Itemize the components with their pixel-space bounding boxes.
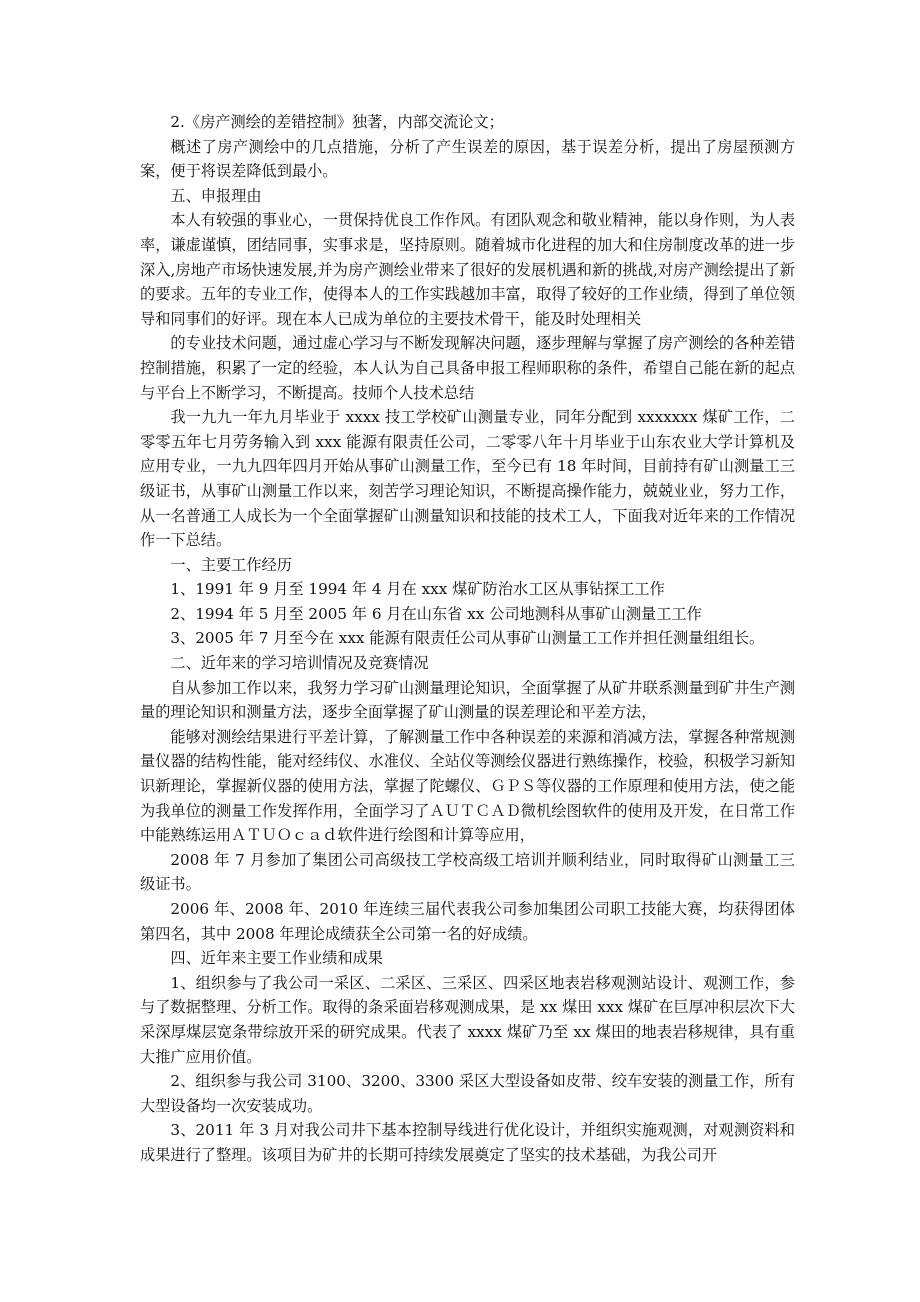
paragraph: 的专业技术问题，通过虚心学习与不断发现解决问题，逐步理解与掌握了房产测绘的各种差错控制措施，积累了一定的经验，本人认为自己具备申报工程师职称的条件，希望自己能在新的起点与平台上不断学习，不断提高。技师个人技术总结 [140, 334, 795, 402]
paragraph: 本人有较强的事业心，一贯保持优良工作作风。有团队观念和敬业精神，能以身作则，为人表率，谦虚谨慎，团结同事，实事求是，坚持原则。随着城市化进程的加大和住房制度改革的进一步深入,房地产市场快速发展,并为房产测绘业带来了很好的发展机遇和新的挑战,对房产测绘提出了新的要求。五年的专业工作，使得本人的工作实践越加丰富，取得了较好的工作业绩，得到了单位领导和同事们的好评。现在本人已成为单位的主要技术骨干，能及时处理相关 [140, 211, 795, 328]
section-heading: 一、主要工作经历 [170, 555, 292, 574]
paragraph: 2.《房产测绘的差错控制》独著，内部交流论文； [170, 113, 504, 131]
list-item: 3、2011 年 3 月对我公司井下基本控制导线进行优化设计，并组织实施观测，对观测资料和成果进行了整理。该项目为矿井的长期可持续发展奠定了坚实的技术基础，为我公司开 [140, 1121, 795, 1164]
paragraph: 能够对测绘结果进行平差计算，了解测量工作中各种误差的来源和消减方法，掌握各种常规测量仪器的结构性能，能对经纬仪、水准仪、全站仪等测绘仪器进行熟练操作，校验，积极学习新知识新理论，掌握新仪器的使用方法，掌握了陀螺仪、ＧＰＳ等仪器的工作原理和使用方法，使之能为我单位的测量工作发挥作用，全面学习了ＡＵＴＣＡＤ微机绘图软件的使用及开发，在日常工作中能熟练运用ＡＴＵＯｃａｄ软件进行绘图和计算等应用， [140, 727, 795, 845]
list-item: 2、组织参与我公司 3100、3200、3300 采区大型设备如皮带、绞车安装的测量工作，所有大型设备均一次安装成功。 [140, 1072, 795, 1115]
paragraph: 2006 年、2008 年、2010 年连续三届代表我公司参加集团公司职工技能大赛，均获得团体第四名，其中 2008 年理论成绩获全公司第一名的好成绩。 [140, 900, 795, 943]
section-heading: 四、近年来主要工作业绩和成果 [170, 949, 384, 968]
paragraph: 概述了房产测绘中的几点措施，分析了产生误差的原因，基于误差分析，提出了房屋预测方案，便于将误差降低到最小。 [140, 137, 795, 181]
list-item: 1、组织参与了我公司一采区、二采区、三采区、四采区地表岩移观测站设计、观测工作，参与了数据整理、分析工作。取得的条采面岩移观测成果，是 xx 煤田 xxx 煤矿在巨厚冲积层次下大采深厚煤层宽条带综放开采的研究成果。代表了 xxxx 煤矿乃至 xx 煤田的地表岩移规律，具有重大推广应用价值。 [140, 973, 795, 1066]
section-heading: 二、近年来的学习培训情况及竞赛情况 [170, 654, 429, 673]
list-item: 2、1994 年 5 月至 2005 年 6 月在山东省 xx 公司地测科从事矿山测量工工作 [170, 604, 702, 623]
paragraph: 自从参加工作以来，我努力学习矿山测量理论知识，全面掌握了从矿井联系测量到矿井生产测量的理论知识和测量方法，逐步全面掌握了矿山测量的误差理论和平差方法， [140, 678, 795, 722]
list-item: 3、2005 年 7 月至今在 xxx 能源有限责任公司从事矿山测量工工作并担任测量组组长。 [170, 629, 765, 648]
paragraph: 我一九九一年九月毕业于 xxxx 技工学校矿山测量专业，同年分配到 xxxxxxx 煤矿工作，二零零五年七月劳务输入到 xxx 能源有限责任公司，二零零八年十月毕业于山东农业大学计算机及应用专业，一九九四年四月开始从事矿山测量工作，至今已有 18 年时间，目前持有矿山测量工三级证书，从事矿山测量工作以来，刻苦学习理论知识，不断提高操作能力，兢兢业业，努力工作，从一名普通工人成长为一个全面掌握矿山测量知识和技能的技术工人，下面我对近年来的工作情况作一下总结。 [140, 408, 795, 550]
paragraph: 2008 年 7 月参加了集团公司高级技工学校高级工培训并顺利结业，同时取得矿山测量工三级证书。 [140, 850, 795, 894]
list-item: 1、1991 年 9 月至 1994 年 4 月在 xxx 煤矿防治水工区从事钻探工工作 [170, 580, 665, 599]
document-body [140, 110, 795, 1168]
section-heading: 五、申报理由 [170, 186, 262, 205]
